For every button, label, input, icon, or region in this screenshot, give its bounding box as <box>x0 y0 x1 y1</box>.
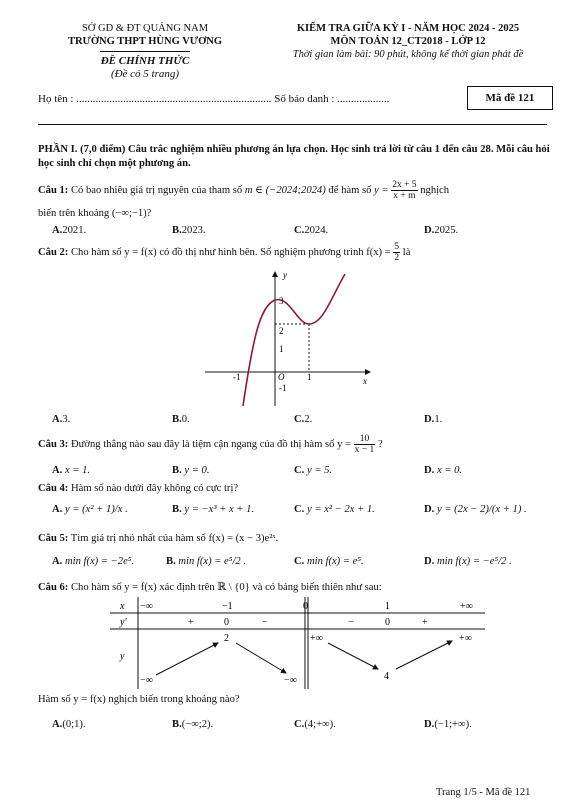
numerator: 10 <box>354 434 376 445</box>
student-info <box>38 93 389 105</box>
option-a[interactable]: min f(x) = −2e⁵. <box>64 556 135 567</box>
tick-label: 1 <box>307 372 312 382</box>
part-title: PHẦN I. (7,0 điểm) Câu trắc nghiệm nhiều phương án lựa chọn. Học sinh trả lời từ câu 1 đến câu 28. Mỗi câu hỏi học sinh chỉ chọn một phương án. <box>38 144 550 169</box>
x-value: −∞ <box>140 601 153 612</box>
option-b[interactable]: y = −x³ + x + 1. <box>184 504 255 515</box>
variation-table <box>110 597 485 689</box>
y-value: 4 <box>384 671 389 682</box>
decrease-arrow <box>328 643 378 669</box>
option-b[interactable]: (−∞;2). <box>181 719 214 730</box>
header-divider <box>100 51 190 52</box>
page-footer: Trang 1/5 - Mã đề 121 <box>436 787 531 798</box>
option-letter: B. <box>172 414 182 425</box>
option-d[interactable]: (−1;+∞). <box>434 719 472 730</box>
option-letter: B. <box>166 556 176 567</box>
option-b[interactable]: 2023. <box>181 225 206 236</box>
sign: − <box>262 617 268 628</box>
official-label: ĐỀ CHÍNH THỨC <box>100 55 190 67</box>
tick-label: 3 <box>279 296 284 306</box>
function-lhs: y = <box>374 184 389 196</box>
option-c[interactable]: 2. <box>304 414 313 425</box>
x-value: 0 <box>303 601 308 612</box>
id-field: Số báo danh : ................... <box>274 93 390 105</box>
option-letter: B. <box>172 225 182 236</box>
param-range: m ∈ (−2024;2024) <box>244 184 326 196</box>
origin-label: O <box>278 372 285 382</box>
sign: − <box>348 617 354 628</box>
option-c[interactable]: y = 5. <box>306 465 333 476</box>
question-text: Cho hàm số y = f(x) có đồ thị như hình bên. Số nghiệm phương trình f(x) = <box>70 246 391 258</box>
question-number: Câu 6: <box>38 582 69 593</box>
tick-label: 1 <box>279 344 284 354</box>
option-letter: A. <box>52 225 63 236</box>
increase-arrow <box>156 643 218 675</box>
tick-label: 2 <box>279 326 284 336</box>
option-a[interactable]: 3. <box>62 414 71 425</box>
question-number: Câu 5: <box>38 533 69 544</box>
option-b[interactable]: 0. <box>181 414 190 425</box>
option-letter: D. <box>424 556 435 567</box>
sign: 0 <box>224 617 229 628</box>
x-value: 1 <box>385 601 390 612</box>
question-1-cont: biến trên khoảng (−∞;−1)? <box>38 208 152 219</box>
page-count: (Đề có 5 trang) <box>110 68 180 80</box>
fraction <box>393 242 400 263</box>
increase-arrow <box>396 641 452 669</box>
option-letter: D. <box>424 414 435 425</box>
option-b[interactable]: min f(x) = e⁵/2 . <box>178 556 246 567</box>
question-text: Cho hàm số y = f(x) xác định trên ℝ \ {0} và có bảng biến thiên như sau: <box>70 582 382 593</box>
option-letter: C. <box>294 504 305 515</box>
y-value: 2 <box>224 633 229 644</box>
table-y-label: y <box>120 651 125 662</box>
question-text: ? <box>377 438 383 450</box>
sign: + <box>188 617 194 628</box>
department: SỞ GD & ĐT QUẢNG NAM <box>81 23 209 34</box>
numerator: 2x + 5 <box>392 180 417 190</box>
y-axis-label: y <box>283 270 287 280</box>
question-4 <box>38 482 238 495</box>
function-curve <box>243 274 345 406</box>
tick-label: -1 <box>233 372 241 382</box>
sign: + <box>422 617 428 628</box>
question-text: Đường thẳng nào sau đây là tiệm cận ngang của đồ thị hàm số y = <box>70 438 352 450</box>
option-d[interactable]: min f(x) = −e⁵/2 . <box>436 556 512 567</box>
question-text: là <box>402 246 411 258</box>
school-name: TRƯỜNG THPT HÙNG VƯƠNG <box>67 36 223 47</box>
option-letter: B. <box>172 465 182 476</box>
exam-title: KIỂM TRA GIỮA KỲ I - NĂM HỌC 2024 - 2025 <box>296 23 520 34</box>
x-axis-label: x <box>363 376 367 386</box>
denominator: 2 <box>394 253 400 263</box>
option-letter: D. <box>424 465 435 476</box>
header-rule <box>38 124 547 125</box>
option-letter: A. <box>52 414 63 425</box>
option-letter: C. <box>294 414 305 425</box>
option-letter: B. <box>172 719 182 730</box>
option-letter: A. <box>52 465 63 476</box>
option-letter: C. <box>294 556 305 567</box>
option-d[interactable]: y = (2x − 2)/(x + 1) . <box>436 504 527 515</box>
option-a[interactable]: y = (x² + 1)/x . <box>64 504 128 515</box>
option-c[interactable]: y = x² − 2x + 1. <box>306 504 375 515</box>
y-value: −∞ <box>284 675 297 686</box>
table-x-label: x <box>120 601 125 612</box>
option-a[interactable]: x = 1. <box>64 465 91 476</box>
sign: 0 <box>385 617 390 628</box>
y-value: +∞ <box>310 633 323 644</box>
question-number: Câu 4: <box>38 483 69 494</box>
time-note: Thời gian làm bài: 90 phút, không kể thời gian phát đề <box>292 49 524 60</box>
exam-code-box: Mã đề 121 <box>467 86 553 110</box>
option-letter: C. <box>294 465 305 476</box>
option-letter: D. <box>424 225 435 236</box>
question-text: nghịch <box>420 184 450 196</box>
question-6-ask: Hàm số y = f(x) nghịch biến trong khoảng nào? <box>38 694 240 705</box>
option-letter: A. <box>52 504 63 515</box>
question-number: Câu 3: <box>38 438 69 450</box>
question-number: Câu 2: <box>38 246 69 258</box>
question-number: Câu 1: <box>38 184 69 196</box>
question-text: Có bao nhiêu giá trị nguyên của tham số <box>70 184 243 196</box>
option-d[interactable]: x = 0. <box>436 465 463 476</box>
fraction <box>391 180 417 201</box>
question-text: để hàm số <box>328 184 372 196</box>
subject: MÔN TOÁN 12_CT2018 - LỚP 12 <box>330 36 486 47</box>
y-value: +∞ <box>459 633 472 644</box>
numerator: 5 <box>394 242 400 252</box>
name-field: Họ tên : ....................................................................... <box>38 93 272 105</box>
header-right <box>258 22 558 61</box>
option-letter: B. <box>172 504 182 515</box>
option-letter: A. <box>52 556 63 567</box>
option-a[interactable]: (0;1). <box>62 719 86 730</box>
question-2 <box>38 242 553 263</box>
question-text: Tìm giá trị nhỏ nhất của hàm số f(x) = (x − 3)e²ˣ. <box>70 533 279 544</box>
option-letter: D. <box>424 504 435 515</box>
tick-label: -1 <box>279 383 287 393</box>
option-c[interactable]: 2024. <box>304 225 329 236</box>
header-left <box>30 22 260 81</box>
decrease-arrow <box>236 643 286 673</box>
question-1 <box>38 180 553 201</box>
option-letter: A. <box>52 719 63 730</box>
denominator: x + m <box>393 191 416 201</box>
option-c[interactable]: min f(x) = e⁵. <box>306 556 364 567</box>
option-letter: D. <box>424 719 435 730</box>
option-d[interactable]: 1. <box>434 414 443 425</box>
option-a[interactable]: 2021. <box>62 225 87 236</box>
fraction <box>354 434 376 455</box>
option-b[interactable]: y = 0. <box>184 465 210 476</box>
function-graph <box>205 268 380 408</box>
table-yprime-label: y′ <box>120 617 127 628</box>
option-letter: C. <box>294 719 305 730</box>
question-5 <box>38 532 278 545</box>
question-text: Hàm số nào dưới đây không có cực trị? <box>70 483 239 494</box>
option-c[interactable]: (4;+∞). <box>304 719 336 730</box>
option-letter: C. <box>294 225 305 236</box>
x-value: +∞ <box>460 601 473 612</box>
question-6 <box>38 581 553 594</box>
x-value: −1 <box>222 601 233 612</box>
y-value: −∞ <box>140 675 153 686</box>
option-d[interactable]: 2025. <box>434 225 459 236</box>
question-3 <box>38 434 553 455</box>
denominator: x − 1 <box>354 445 375 455</box>
